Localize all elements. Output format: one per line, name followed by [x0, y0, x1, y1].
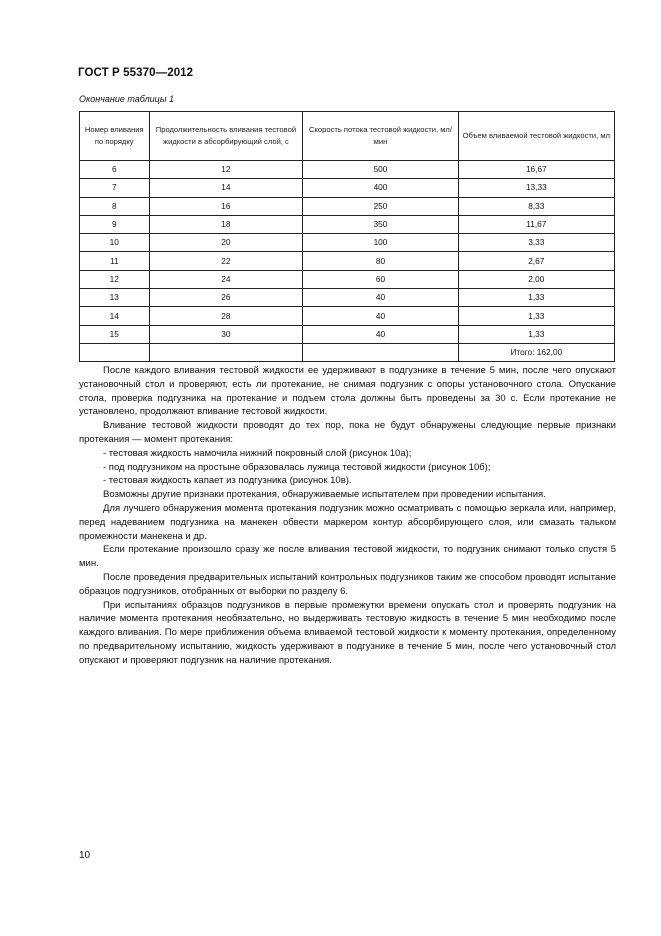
table-cell-empty: [80, 343, 150, 361]
page-number: 10: [79, 850, 91, 861]
table-cell: 500: [303, 161, 458, 179]
table-cell: 40: [303, 289, 458, 307]
table-row: [80, 215, 615, 233]
table-cell-empty: [149, 343, 303, 361]
table-cell: 1,33: [458, 307, 614, 325]
table-cell: 2,67: [458, 252, 614, 270]
table-cell: 24: [149, 270, 303, 288]
table-cell: 9: [80, 215, 150, 233]
table-cell: 7: [80, 179, 150, 197]
table-cell: 6: [80, 161, 150, 179]
table-cell: 80: [303, 252, 458, 270]
table-total-row: [80, 343, 615, 361]
column-header-duration: Продолжительность вливания тестовой жидкости в абсорбирующий слой, с: [149, 112, 303, 161]
paragraph: После проведения предварительных испытаний контрольных подгузников таким же способом проводят испытание образцов подгузников, отобранных от выборки по разделу 6.: [79, 571, 616, 597]
table-cell: 11,67: [458, 215, 614, 233]
table-row: [80, 252, 615, 270]
table-cell: 40: [303, 307, 458, 325]
table-caption: Окончание таблицы 1: [79, 94, 174, 104]
table-cell: 18: [149, 215, 303, 233]
column-header-number: Номер вливания по порядку: [80, 112, 150, 161]
table-cell: 16,67: [458, 161, 614, 179]
table-cell: 15: [80, 325, 150, 343]
table-row: [80, 197, 615, 215]
table-row: [80, 270, 615, 288]
table-cell: 12: [149, 161, 303, 179]
table-cell: 10: [80, 234, 150, 252]
table-cell: 350: [303, 215, 458, 233]
table-cell: 400: [303, 179, 458, 197]
table-cell: 40: [303, 325, 458, 343]
column-header-volume: Объем вливаемой тестовой жидкости, мл: [458, 112, 614, 161]
table-cell: 8,33: [458, 197, 614, 215]
document-header: ГОСТ Р 55370—2012: [78, 67, 194, 79]
table-cell: 26: [149, 289, 303, 307]
paragraph: После каждого вливания тестовой жидкости ее удерживают в подгузнике в течение 5 мин, после чего опускают установочный стол и проверяют, есть ли протекание, не снимая подгузник с опоры установочного стола. Опускание стола, проверка подгузника на протекание и подъем стола должны быть проведены за 30 с. Если протекание не установлено, продолжают вливание тестовой жидкости.: [79, 365, 616, 418]
table-row: [80, 307, 615, 325]
table-cell: 16: [149, 197, 303, 215]
table-row: [80, 234, 615, 252]
table-cell: 20: [149, 234, 303, 252]
table-cell: 11: [80, 252, 150, 270]
paragraph: Если протекание произошло сразу же после вливания тестовой жидкости, то подгузник снимают только спустя 5 мин.: [79, 544, 616, 570]
table-cell: 14: [149, 179, 303, 197]
table-cell: 22: [149, 252, 303, 270]
list-item: - тестовая жидкость намочила нижний покровный слой (рисунок 10а);: [103, 447, 412, 459]
paragraph: Вливание тестовой жидкости проводят до тех пор, пока не будут обнаружены следующие первые признаки протекания — момент протекания:: [79, 420, 616, 445]
table-row: [80, 289, 615, 307]
paragraph: Для лучшего обнаружения момента протекания подгузник можно осматривать с помощью зеркала или, например, перед надеванием подгузника на манекен обвести маркером контур абсорбирующего слоя, или смазать тальком промежности манекена и др.: [79, 502, 616, 542]
data-table: [79, 111, 615, 362]
table-cell: 13,33: [458, 179, 614, 197]
list-item: - тестовая жидкость капает из подгузника (рисунок 10в).: [103, 475, 352, 487]
table-total: Итого: 162,00: [458, 343, 614, 361]
paragraph: Возможны другие признаки протекания, обнаруживаемые испытателем при проведении испытания.: [103, 489, 546, 501]
table-cell: 28: [149, 307, 303, 325]
table-cell: 2,00: [458, 270, 614, 288]
table-row: [80, 161, 615, 179]
table-cell: 250: [303, 197, 458, 215]
list-item: - под подгузником на простыне образовалась лужица тестовой жидкости (рисунок 10б);: [103, 461, 491, 473]
table-cell: 12: [80, 270, 150, 288]
column-header-flow-rate: Скорость потока тестовой жидкости, мл/мин: [303, 112, 458, 161]
table-cell: 3,33: [458, 234, 614, 252]
table-row: [80, 179, 615, 197]
table-cell: 100: [303, 234, 458, 252]
table-cell: 13: [80, 289, 150, 307]
table-cell: 1,33: [458, 325, 614, 343]
paragraph: При испытаниях образцов подгузников в первые промежутки времени опускать стол и проверять подгузник на наличие момента протекания необязательно, но выдерживать тестовую жидкость в течение 5 мин необходимо после каждого вливания. По мере приближения объема вливаемой тестовой жидкости к моменту протекания, определенному по предварительному испытанию, жидкость удерживают в подгузнике в течение 5 мин, после чего установочный стол опускают и проверяют подгузник на наличие протекания.: [79, 599, 616, 666]
table-cell: 30: [149, 325, 303, 343]
table-cell-empty: [303, 343, 458, 361]
table-cell: 1,33: [458, 289, 614, 307]
table-row: [80, 325, 615, 343]
table-cell: 14: [80, 307, 150, 325]
table-cell: 60: [303, 270, 458, 288]
body-text: [79, 364, 616, 668]
table-cell: 8: [80, 197, 150, 215]
table-header-row: [80, 112, 615, 161]
